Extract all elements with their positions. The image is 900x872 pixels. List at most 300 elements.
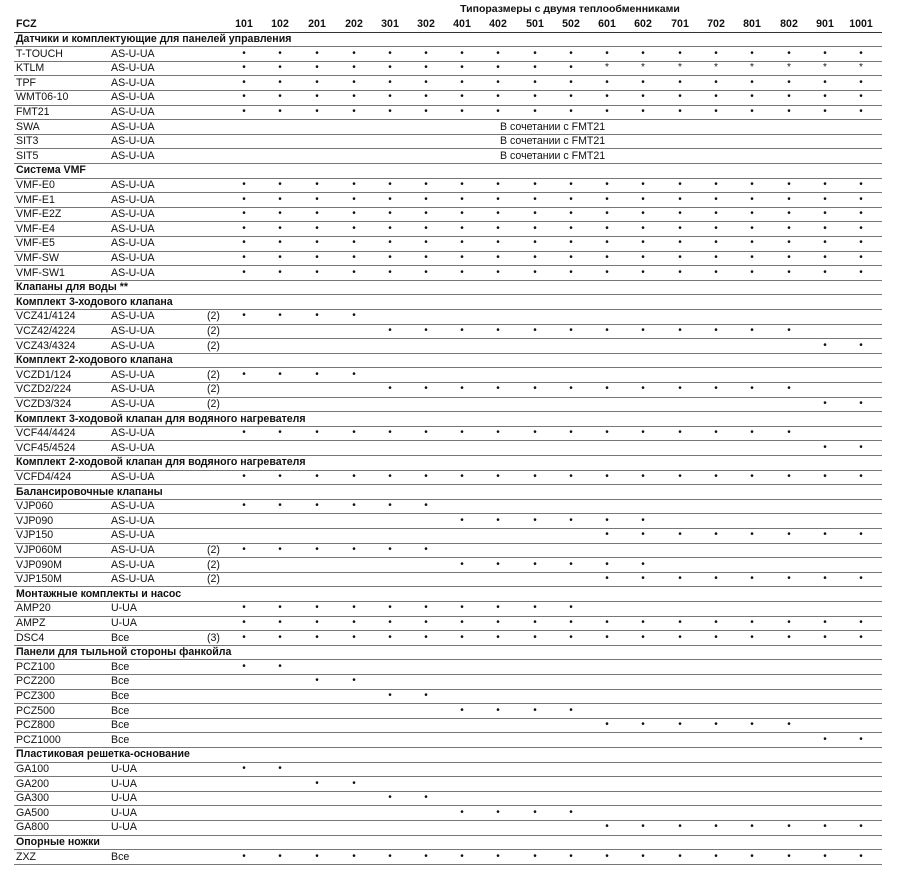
compatible-mark: •	[605, 821, 609, 833]
accessory-code: SIT5	[16, 149, 39, 162]
compatible-mark: •	[787, 47, 791, 59]
compatible-mark: •	[787, 179, 791, 190]
compatible-mark: •	[823, 733, 827, 745]
footnote-ref: (2)	[207, 368, 220, 381]
compatible-mark: •	[424, 208, 428, 220]
accessory-code: DSC4	[16, 631, 45, 644]
column-header: 301	[381, 18, 399, 30]
accessory-code: ZXZ	[16, 850, 37, 863]
compatible-mark: •	[569, 62, 573, 74]
footnote-ref: (2)	[207, 339, 220, 352]
compatible-mark: •	[352, 602, 356, 614]
conditional-mark: *	[859, 62, 863, 74]
compatible-mark: •	[714, 573, 718, 585]
compatible-mark: •	[569, 208, 573, 220]
compatible-mark: •	[714, 252, 718, 263]
row-divider	[14, 440, 882, 441]
compatible-mark: •	[678, 91, 682, 103]
version-compatibility: U-UA	[111, 602, 137, 615]
compatible-mark: •	[605, 617, 609, 628]
row-divider	[14, 265, 882, 266]
row-divider	[14, 192, 882, 193]
compatible-mark: •	[460, 62, 464, 74]
compatible-mark: •	[460, 850, 464, 862]
compatible-mark: •	[424, 617, 428, 628]
compatible-mark: •	[533, 514, 537, 526]
compatible-mark: •	[859, 441, 863, 453]
compatible-mark: •	[242, 763, 246, 774]
compatible-mark: •	[352, 91, 356, 103]
section-header	[14, 353, 882, 368]
version-compatibility: U-UA	[111, 777, 137, 790]
table-row	[14, 105, 882, 120]
row-divider	[14, 280, 882, 281]
compatible-mark: •	[496, 850, 500, 862]
conditional-mark: *	[750, 62, 754, 74]
compatible-mark: •	[533, 266, 537, 278]
compatible-mark: •	[242, 179, 246, 190]
compatible-mark: •	[641, 266, 645, 278]
compatible-mark: •	[278, 193, 282, 205]
compatible-mark: •	[424, 544, 428, 555]
compatible-mark: •	[750, 325, 754, 336]
compatible-mark: •	[352, 179, 356, 190]
version-compatibility: Все	[111, 631, 130, 644]
version-compatibility: Все	[111, 675, 130, 688]
compatible-mark: •	[352, 47, 356, 59]
accessory-code: VJP060	[16, 500, 54, 513]
compatible-mark: •	[787, 76, 791, 88]
compatible-mark: •	[315, 237, 319, 249]
compatible-mark: •	[787, 383, 791, 395]
row-divider	[14, 455, 882, 456]
version-compatibility: Все	[111, 733, 130, 746]
compatible-mark: •	[460, 427, 464, 439]
compatible-mark: •	[278, 763, 282, 774]
compatible-mark: •	[460, 208, 464, 220]
row-divider	[14, 61, 882, 62]
compatible-mark: •	[641, 252, 645, 263]
compatible-mark: •	[315, 208, 319, 220]
compatible-mark: •	[787, 106, 791, 117]
table-row	[14, 120, 882, 135]
compatible-mark: •	[569, 47, 573, 59]
compatible-mark: •	[787, 617, 791, 628]
compatible-mark: •	[388, 62, 392, 74]
row-divider	[14, 849, 882, 850]
version-compatibility: AS-U-UA	[111, 208, 155, 221]
compatible-mark: •	[352, 631, 356, 643]
footnote-ref: (3)	[207, 631, 220, 644]
compatible-mark: •	[424, 850, 428, 862]
version-compatibility: AS-U-UA	[111, 76, 155, 89]
compatible-mark: •	[605, 266, 609, 278]
table-row	[14, 251, 882, 266]
row-divider	[14, 382, 882, 383]
compatible-mark: •	[750, 529, 754, 541]
compatible-mark: •	[352, 427, 356, 439]
compatible-mark: •	[278, 602, 282, 614]
compatible-mark: •	[352, 368, 356, 380]
compatible-mark: •	[750, 471, 754, 482]
table-row	[14, 324, 882, 339]
table-row	[14, 76, 882, 91]
compatible-mark: •	[533, 631, 537, 643]
table-row	[14, 382, 882, 397]
compatible-mark: •	[388, 208, 392, 220]
compatible-mark: •	[460, 704, 464, 716]
row-divider	[14, 528, 882, 529]
compatible-mark: •	[424, 325, 428, 336]
compatible-mark: •	[569, 631, 573, 643]
compatible-mark: •	[242, 500, 246, 512]
compatible-mark: •	[678, 427, 682, 439]
version-compatibility: Все	[111, 704, 130, 717]
compatible-mark: •	[352, 266, 356, 278]
row-divider	[14, 397, 882, 398]
row-divider	[14, 46, 882, 47]
version-compatibility: AS-U-UA	[111, 179, 155, 191]
compatible-mark: •	[315, 631, 319, 643]
version-compatibility: AS-U-UA	[111, 149, 155, 162]
compatible-mark: •	[496, 631, 500, 643]
compatible-mark: •	[278, 237, 282, 249]
compatible-mark: •	[787, 471, 791, 482]
compatible-mark: •	[315, 179, 319, 190]
accessory-code: VCF45/4524	[16, 441, 76, 454]
section-title: Панели для тыльной стороны фанкойла	[16, 646, 232, 659]
section-title: Комплект 2-ходового клапана	[16, 354, 173, 367]
compatible-mark: •	[242, 471, 246, 482]
compatible-mark: •	[533, 76, 537, 88]
row-divider	[14, 353, 882, 354]
compatible-mark: •	[569, 806, 573, 818]
accessory-code: WMT06-10	[16, 91, 69, 104]
compatible-mark: •	[714, 383, 718, 395]
compatible-mark: •	[388, 631, 392, 643]
compatible-mark: •	[533, 617, 537, 628]
accessory-code: VCZ43/4324	[16, 339, 76, 352]
compatible-mark: •	[388, 266, 392, 278]
compatible-mark: •	[424, 193, 428, 205]
compatible-mark: •	[424, 237, 428, 249]
compatible-mark: •	[605, 514, 609, 526]
compatible-mark: •	[859, 179, 863, 190]
compatible-mark: •	[569, 179, 573, 190]
compatible-mark: •	[315, 368, 319, 380]
compatible-mark: •	[424, 252, 428, 263]
compatible-mark: •	[424, 76, 428, 88]
compatible-mark: •	[424, 222, 428, 234]
table-row	[14, 528, 882, 543]
compatible-mark: •	[388, 427, 392, 439]
footnote-ref: (2)	[207, 573, 220, 586]
compatible-mark: •	[605, 558, 609, 570]
table-row	[14, 339, 882, 354]
compatible-mark: •	[569, 193, 573, 205]
table-row	[14, 134, 882, 149]
row-divider	[14, 324, 882, 325]
table-row	[14, 61, 882, 76]
conditional-mark: *	[823, 62, 827, 74]
table-row	[14, 718, 882, 733]
column-header: 701	[671, 18, 689, 30]
compatible-mark: •	[388, 76, 392, 88]
compatible-mark: •	[315, 47, 319, 59]
section-header	[14, 32, 882, 47]
compatible-mark: •	[823, 471, 827, 482]
version-compatibility: AS-U-UA	[111, 398, 155, 410]
row-divider	[14, 805, 882, 806]
compatible-mark: •	[859, 91, 863, 103]
column-header: 1001	[849, 18, 873, 30]
compatible-mark: •	[823, 222, 827, 234]
compatible-mark: •	[823, 617, 827, 628]
row-divider	[14, 630, 882, 631]
row-divider	[14, 864, 882, 865]
version-compatibility: Все	[111, 660, 130, 673]
compatible-mark: •	[605, 193, 609, 205]
compatible-mark: •	[242, 631, 246, 643]
compatible-mark: •	[496, 208, 500, 220]
version-compatibility: AS-U-UA	[111, 91, 155, 104]
compatible-mark: •	[605, 325, 609, 336]
compatible-mark: •	[569, 325, 573, 336]
compatible-mark: •	[278, 222, 282, 234]
compatible-mark: •	[352, 617, 356, 628]
compatible-mark: •	[605, 208, 609, 220]
compatible-mark: •	[750, 631, 754, 643]
compatible-mark: •	[278, 208, 282, 220]
version-compatibility: Все	[111, 690, 130, 702]
compatible-mark: •	[388, 690, 392, 701]
accessory-code: PCZ800	[16, 719, 55, 732]
compatible-mark: •	[569, 76, 573, 88]
table-row	[14, 674, 882, 689]
combination-note: В сочетании с FMT21	[500, 149, 606, 162]
compatible-mark: •	[352, 193, 356, 205]
table-row	[14, 499, 882, 514]
table-row	[14, 207, 882, 222]
compatible-mark: •	[533, 91, 537, 103]
compatible-mark: •	[750, 106, 754, 117]
compatible-mark: •	[641, 631, 645, 643]
compatible-mark: •	[352, 471, 356, 482]
column-header: 901	[816, 18, 834, 30]
compatible-mark: •	[859, 208, 863, 220]
compatible-mark: •	[278, 106, 282, 117]
compatible-mark: •	[460, 514, 464, 526]
compatible-mark: •	[569, 850, 573, 862]
compatible-mark: •	[569, 471, 573, 482]
footnote-ref: (2)	[207, 310, 220, 323]
version-compatibility: AS-U-UA	[111, 62, 155, 75]
accessory-code: VCF44/4424	[16, 427, 76, 440]
compatible-mark: •	[859, 193, 863, 205]
compatible-mark: •	[750, 179, 754, 190]
compatible-mark: •	[714, 237, 718, 249]
compatible-mark: •	[352, 500, 356, 512]
compatible-mark: •	[859, 222, 863, 234]
row-divider	[14, 586, 882, 587]
row-divider	[14, 309, 882, 310]
compatible-mark: •	[242, 237, 246, 249]
version-compatibility: AS-U-UA	[111, 339, 155, 352]
table-row	[14, 791, 882, 806]
compatible-mark: •	[823, 47, 827, 59]
compatible-mark: •	[714, 179, 718, 190]
compatible-mark: •	[678, 573, 682, 585]
compatible-mark: •	[278, 62, 282, 74]
compatible-mark: •	[460, 266, 464, 278]
row-divider	[14, 119, 882, 120]
section-title: Пластиковая решетка-основание	[16, 748, 190, 761]
compatible-mark: •	[424, 106, 428, 117]
compatible-mark: •	[787, 252, 791, 263]
compatible-mark: •	[315, 62, 319, 74]
compatible-mark: •	[496, 514, 500, 526]
accessory-code: GA100	[16, 763, 49, 775]
row-divider	[14, 513, 882, 514]
compatible-mark: •	[750, 47, 754, 59]
row-divider	[14, 499, 882, 500]
compatible-mark: •	[496, 806, 500, 818]
compatible-mark: •	[496, 237, 500, 249]
row-divider	[14, 236, 882, 237]
section-title: Комплект 2-ходовой клапан для водяного нагревателя	[16, 456, 306, 469]
footnote-ref: (2)	[207, 558, 220, 571]
footnote-ref: (2)	[207, 544, 220, 556]
compatible-mark: •	[424, 690, 428, 701]
compatible-mark: •	[388, 237, 392, 249]
compatible-mark: •	[460, 76, 464, 88]
compatible-mark: •	[533, 237, 537, 249]
accessory-code: VMF-SW1	[16, 266, 65, 279]
compatible-mark: •	[315, 471, 319, 482]
compatible-mark: •	[315, 850, 319, 862]
accessory-code: PCZ1000	[16, 733, 61, 746]
compatible-mark: •	[641, 821, 645, 833]
conditional-mark: *	[678, 62, 682, 74]
compatible-mark: •	[823, 252, 827, 263]
table-row	[14, 660, 882, 675]
compatible-mark: •	[859, 398, 863, 409]
compatible-mark: •	[460, 252, 464, 263]
compatible-mark: •	[242, 310, 246, 322]
compatible-mark: •	[787, 850, 791, 862]
compatible-mark: •	[787, 573, 791, 585]
compatible-mark: •	[678, 193, 682, 205]
compatible-mark: •	[278, 47, 282, 59]
compatible-mark: •	[242, 602, 246, 614]
compatible-mark: •	[242, 91, 246, 103]
compatible-mark: •	[641, 529, 645, 541]
compatible-mark: •	[605, 91, 609, 103]
accessory-code: PCZ200	[16, 675, 55, 688]
row-divider	[14, 616, 882, 617]
version-compatibility: AS-U-UA	[111, 222, 155, 235]
row-divider	[14, 32, 882, 33]
compatible-mark: •	[823, 850, 827, 862]
version-compatibility: AS-U-UA	[111, 106, 155, 118]
compatible-mark: •	[787, 631, 791, 643]
column-header: 202	[345, 18, 363, 30]
compatible-mark: •	[242, 368, 246, 380]
compatible-mark: •	[714, 76, 718, 88]
compatible-mark: •	[678, 325, 682, 336]
compatible-mark: •	[315, 91, 319, 103]
compatible-mark: •	[315, 675, 319, 687]
column-header: 501	[526, 18, 544, 30]
compatible-mark: •	[352, 222, 356, 234]
table-row	[14, 309, 882, 324]
table-header	[14, 18, 882, 32]
table-row	[14, 689, 882, 704]
compatible-mark: •	[460, 222, 464, 234]
compatible-mark: •	[750, 252, 754, 263]
table-row	[14, 149, 882, 164]
compatible-mark: •	[424, 179, 428, 190]
compatible-mark: •	[496, 325, 500, 336]
compatible-mark: •	[278, 617, 282, 628]
table-row	[14, 820, 882, 835]
compatible-mark: •	[641, 179, 645, 190]
compatible-mark: •	[641, 222, 645, 234]
compatible-mark: •	[605, 383, 609, 395]
compatible-mark: •	[641, 427, 645, 439]
compatible-mark: •	[859, 339, 863, 351]
version-compatibility: AS-U-UA	[111, 237, 155, 250]
compatible-mark: •	[242, 617, 246, 628]
compatible-mark: •	[460, 383, 464, 395]
compatible-mark: •	[352, 208, 356, 220]
compatible-mark: •	[750, 237, 754, 249]
compatible-mark: •	[242, 208, 246, 220]
table-row	[14, 733, 882, 748]
compatible-mark: •	[605, 427, 609, 439]
compatible-mark: •	[569, 602, 573, 614]
compatible-mark: •	[569, 617, 573, 628]
compatible-mark: •	[569, 252, 573, 263]
accessory-code: VMF-E4	[16, 222, 55, 235]
compatible-mark: •	[787, 193, 791, 205]
accessory-code: SIT3	[16, 135, 39, 148]
section-header	[14, 587, 882, 602]
column-header: 502	[562, 18, 580, 30]
compatible-mark: •	[388, 106, 392, 117]
compatible-mark: •	[641, 471, 645, 482]
compatible-mark: •	[641, 514, 645, 526]
section-header	[14, 163, 882, 178]
compatible-mark: •	[533, 558, 537, 570]
row-divider	[14, 148, 882, 149]
row-divider	[14, 601, 882, 602]
compatible-mark: •	[678, 179, 682, 190]
compatible-mark: •	[278, 544, 282, 555]
column-header: 601	[598, 18, 616, 30]
section-title: Комплект 3-ходового клапана	[16, 295, 173, 308]
version-compatibility: U-UA	[111, 792, 137, 805]
compatible-mark: •	[750, 208, 754, 220]
compatible-mark: •	[787, 222, 791, 234]
compatible-mark: •	[750, 850, 754, 862]
compatible-mark: •	[823, 339, 827, 351]
compatible-mark: •	[315, 602, 319, 614]
compatible-mark: •	[678, 383, 682, 395]
section-title: Датчики и комплектующие для панелей управления	[16, 33, 292, 45]
compatible-mark: •	[388, 47, 392, 59]
compatible-mark: •	[714, 266, 718, 278]
